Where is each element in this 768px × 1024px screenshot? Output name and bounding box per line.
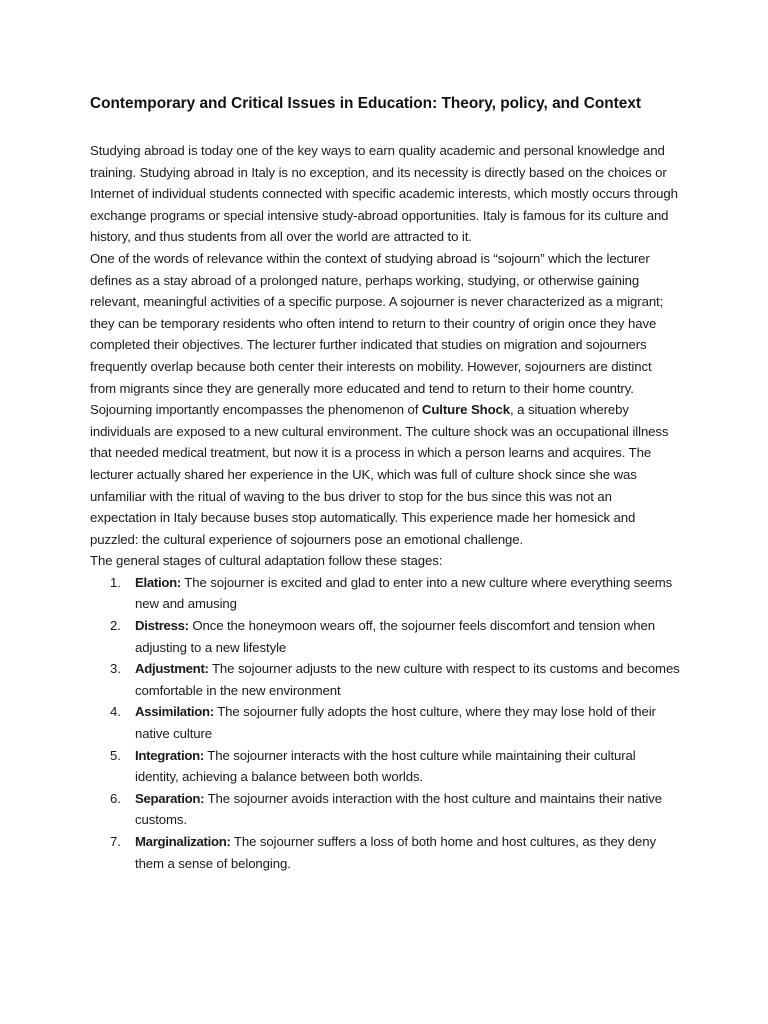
list-item-number: 2.	[110, 618, 121, 634]
stage-description: The sojourner is excited and glad to enter into a new culture where everything seems new and amusing	[135, 574, 673, 612]
stage-description: The sojourner fully adopts the host culture, where they may lose hold of their native culture	[135, 704, 656, 742]
stage-description: The sojourner avoids interaction with the host culture and maintains their native customs.	[135, 790, 663, 828]
stages-list	[90, 572, 680, 874]
stage-term: Marginalization:	[135, 834, 231, 849]
culture-shock-term: Culture Shock	[421, 402, 511, 418]
document-body	[90, 140, 680, 874]
list-item-number: 1.	[110, 574, 121, 590]
list-item	[90, 658, 680, 701]
stage-term: Separation:	[135, 790, 205, 806]
stage-term: Adjustment:	[135, 661, 209, 677]
document-title: Contemporary and Critical Issues in Education: Theory, policy, and Context	[90, 95, 642, 112]
paragraph-culture-shock-lead: Sojourning importantly encompasses the phenomenon of	[90, 402, 422, 418]
stage-term: Assimilation:	[135, 704, 214, 720]
stage-term: Distress:	[135, 618, 189, 634]
list-item-number: 3.	[110, 661, 121, 677]
stage-description: The sojourner suffers a loss of both home and host cultures, as they deny them a sense of belonging.	[135, 834, 656, 871]
paragraph-study-abroad: Studying abroad is today one of the key ways to earn quality academic and personal knowledge and training. Studying abroad in Italy is no exception, and its necessity is directly based on the choices or Internet of individual students connected with specific academic interests, which mostly occurs through exchange programs or special intensive study-abroad opportunities. Italy is famous for its culture and history, and thus students from all over the world are attracted to it.	[90, 143, 678, 245]
stage-term: Elation:	[135, 574, 181, 590]
paragraph-sojourn: One of the words of relevance within the context of studying abroad is “sojourn” which the lecturer defines as a stay abroad of a prolonged nature, perhaps working, studying, or otherwise gaining relevant, meaningful activities of a specific purpose. A sojourner is never characterized as a migrant; they can be temporary residents who often intend to return to their country of origin once they have completed their objectives. The lecturer further indicated that studies on migration and sojourners frequently overlap because both center their interests on mobility. However, sojourners are distinct from migrants since they are generally more educated and tend to return to their home country.	[90, 250, 664, 396]
stage-description: Once the honeymoon wears off, the sojourner feels discomfort and tension when adjusting to a new lifestyle	[135, 618, 655, 655]
paragraph-culture-shock	[90, 399, 680, 550]
list-item-number: 5.	[110, 747, 121, 763]
list-item	[90, 745, 680, 788]
stage-term: Integration:	[135, 747, 204, 763]
list-item	[90, 788, 680, 831]
paragraph-culture-shock-rest: , a situation whereby individuals are exposed to a new cultural environment. The culture shock was an occupational illness that needed medical treatment, but now it is a process in which a person learns and acquires. The lecturer actually shared her experience in the UK, which was full of culture shock since she was unfamiliar with the ritual of waving to the bus driver to stop for the bus since this was not an expectation in Italy because buses stop automatically. This experience made her homesick and puzzled: the cultural experience of sojourners pose an emotional challenge.	[90, 402, 669, 547]
stage-description: The sojourner interacts with the host culture while maintaining their cultural identity, achieving a balance between both worlds.	[135, 747, 636, 785]
list-item	[90, 572, 680, 615]
list-item	[90, 615, 680, 658]
list-item	[90, 831, 680, 874]
stages-intro: The general stages of cultural adaptation follow these stages:	[90, 553, 443, 569]
list-item	[90, 701, 680, 744]
list-item-number: 7.	[110, 834, 121, 849]
list-item-number: 4.	[110, 704, 121, 720]
list-item-number: 6.	[110, 790, 121, 806]
stage-description: The sojourner adjusts to the new culture with respect to its customs and becomes comfortable in the new environment	[135, 661, 680, 698]
